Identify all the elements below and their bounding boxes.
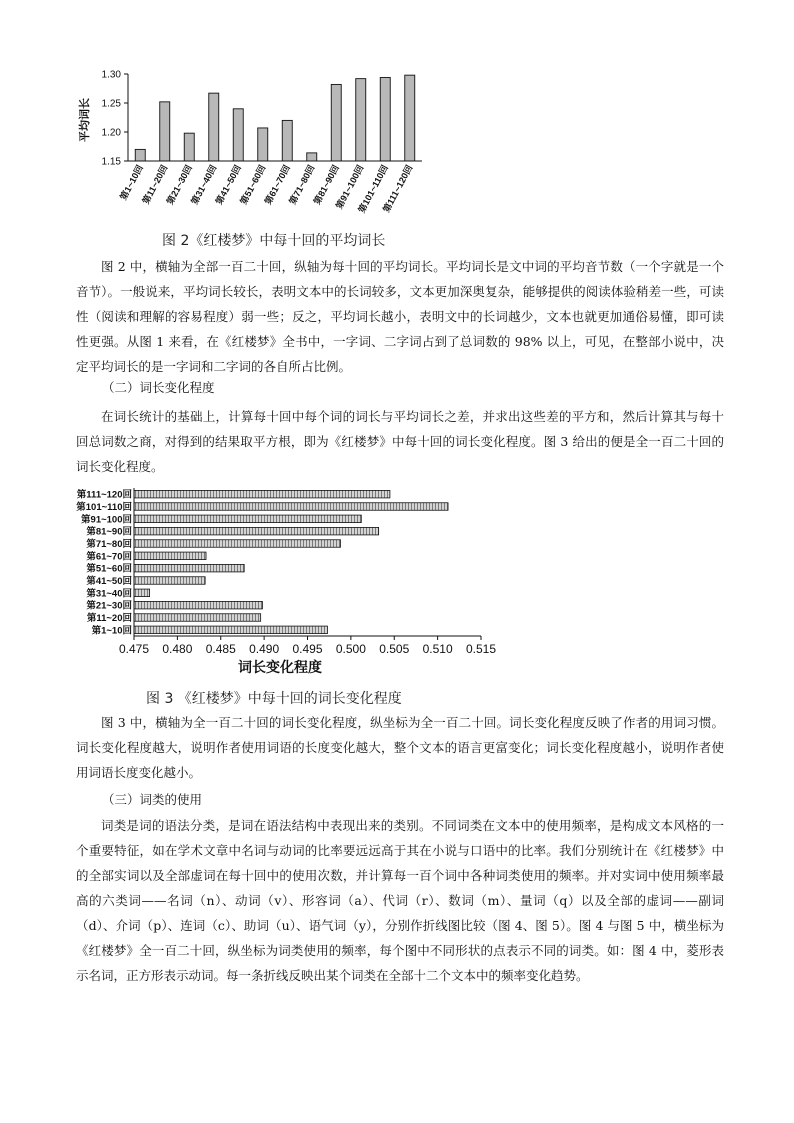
bar (134, 614, 261, 622)
x-tick-label: 第111~120回 (381, 163, 415, 215)
section-heading-3: （三）词类的使用 (102, 792, 203, 807)
x-tick-label: 第91~100回 (334, 163, 366, 211)
x-tick-label: 0.485 (205, 642, 236, 656)
bar (356, 79, 366, 161)
x-tick-label: 0.510 (422, 642, 453, 656)
y-tick-label: 第61~70回 (86, 551, 132, 563)
bar (134, 577, 205, 585)
section-heading-2: （二）词长变化程度 (102, 380, 215, 395)
x-axis-label: 词长变化程度 (238, 659, 322, 675)
x-tick-label: 第71~80回 (287, 163, 317, 207)
bar (134, 527, 379, 535)
y-tick-label: 第31~40回 (86, 588, 132, 600)
y-tick-label: 1.20 (101, 127, 121, 139)
figure-2-caption: 图 2《红楼梦》中每十回的平均词长 (162, 233, 386, 249)
bar (134, 589, 150, 597)
x-tick-label: 第61~70回 (262, 163, 293, 207)
x-tick-label: 第1~10回 (118, 163, 146, 202)
x-tick-label: 0.480 (162, 642, 193, 656)
y-axis-label: 平均词长 (79, 98, 91, 142)
bar (233, 109, 243, 161)
bar (209, 93, 219, 161)
x-tick-label: 0.495 (292, 642, 323, 656)
x-tick-label: 0.515 (465, 642, 497, 656)
y-tick-label: 第71~80回 (86, 539, 132, 550)
y-tick-label: 1.15 (101, 156, 121, 168)
bar (258, 128, 268, 161)
bar (282, 120, 292, 161)
paragraph-text: 图 2 中，横轴为全部一百二十回，纵轴为每十回的平均词长。平均词长是文中词的平均音节数（一个字就是一个音节）。一般说来，平均词长较长，表明文本中的长词较多，文本更加深奥复杂，能够提供的阅读体验稍差一些，可读性（阅读和理解的容易程度）弱一些；反之，平均词长越小，表明文中的长词越少，文本也就更加通俗易懂，即可读性更强。从图 1 来看，在《红楼梦》全书中，一字词、二字词占到了总词数的 98% 以上，可见，在整部小说中，决定平均词长的是一字词和二字词的各自所占比例。 (76, 259, 724, 374)
figure-2-chart (70, 60, 430, 230)
bar (134, 601, 262, 609)
x-tick-label: 0.505 (379, 642, 410, 656)
x-tick-label: 0.475 (118, 642, 150, 656)
bar (134, 515, 361, 523)
x-tick-label: 第41~50回 (213, 163, 244, 207)
y-tick-label: 第101~110回 (76, 502, 132, 513)
bar (135, 149, 145, 161)
bar (134, 552, 206, 560)
x-tick-label: 第81~90回 (311, 163, 342, 207)
bar (307, 153, 317, 161)
paragraph-2 (76, 404, 724, 479)
y-tick-label: 第1~10回 (91, 625, 132, 637)
figure-3-chart (60, 483, 500, 678)
paragraph-text: 在词长统计的基础上，计算每十回中每个词的词长与平均词长之差，并求出这些差的平方和，然后计算其与每十回总词数之商，对得到的结果取平方根，即为《红楼梦》中每十回的词长变化程度。图 3 给出的便是全一百二十回的词长变化程度。 (76, 409, 724, 474)
paragraph-4 (76, 813, 724, 988)
bar (160, 102, 170, 161)
y-tick-label: 第81~90回 (86, 526, 132, 538)
bar (134, 564, 244, 572)
bar (405, 75, 415, 161)
bar (184, 133, 194, 161)
paragraph-3 (76, 710, 724, 785)
x-tick-label: 第11~20回 (140, 163, 170, 206)
bar (134, 626, 327, 634)
y-tick-label: 1.25 (101, 98, 121, 110)
bar (380, 77, 390, 161)
x-tick-label: 第101~110回 (356, 163, 391, 215)
bar (134, 503, 448, 511)
figure-3-caption: 图 3 《红楼梦》中每十回的词长变化程度 (146, 691, 402, 707)
y-tick-label: 第51~60回 (86, 563, 132, 575)
y-tick-label: 第111~120回 (76, 489, 132, 501)
x-tick-label: 0.500 (335, 642, 366, 656)
paragraph-1 (76, 254, 724, 379)
x-tick-label: 第31~40回 (189, 163, 219, 207)
y-tick-label: 第41~50回 (86, 576, 132, 587)
bar (134, 540, 340, 548)
y-tick-label: 第11~20回 (86, 613, 132, 624)
x-tick-label: 0.490 (249, 642, 280, 656)
x-tick-label: 第51~60回 (238, 163, 268, 207)
y-tick-label: 第21~30回 (86, 600, 132, 612)
paragraph-text: 图 3 中，横轴为全一百二十回的词长变化程度，纵坐标为全一百二十回。词长变化程度反映了作者的用词习惯。词长变化程度越大，说明作者使用词语的长度变化越大，整个文本的语言更富变化；词长变化程度越小，说明作者使用词语长度变化越小。 (76, 715, 724, 780)
bar (134, 490, 390, 498)
y-tick-label: 1.30 (101, 69, 121, 81)
paragraph-text: 词类是词的语法分类，是词在语法结构中表现出来的类别。不同词类在文本中的使用频率，是构成文本风格的一个重要特征，如在学术文章中名词与动词的比率要远远高于其在小说与口语中的比率。我们分别统计在《红楼梦》中的全部实词以及全部虚词在每十回中的使用次数，并计算每一百个词中各种词类使用的频率。并对实词中使用频率最高的六类词——名词（n）、动词（v）、形容词（a）、代词（r）、数词（m）、量词（q）以及全部的虚词——副词（d）、介词（p）、连词（c）、助词（u）、语气词（y），分别作折线图比较（图 4、图 5）。图 4 与图 5 中，横坐标为《红楼梦》全一百二十回，纵坐标为词类使用的频率，每个图中不同形状的点表示不同的词类。如：图 4 中，菱形表示名词，正方形表示动词。每一条折线反映出某个词类在全部十二个文本中的频率变化趋势。 (76, 818, 724, 983)
x-tick-label: 第21~30回 (164, 163, 195, 207)
bar (331, 84, 341, 161)
y-tick-label: 第91~100回 (81, 514, 132, 526)
